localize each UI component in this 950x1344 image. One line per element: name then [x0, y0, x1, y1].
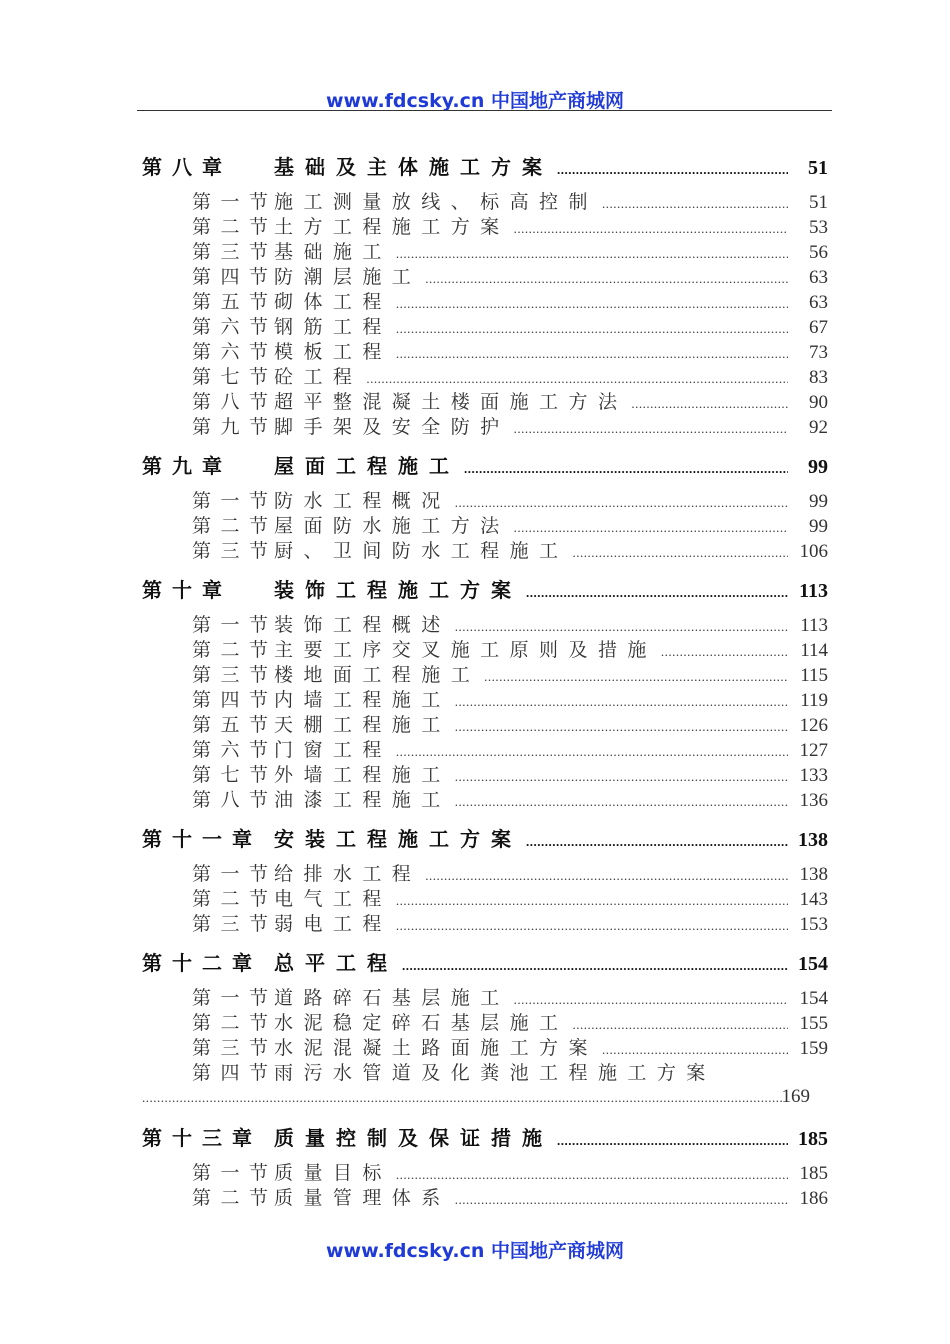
dot-leader	[557, 162, 788, 178]
dot-leader	[455, 719, 788, 735]
section-title: 水泥稳定碎石基层施工	[274, 1012, 569, 1034]
section-number: 第七节	[192, 366, 278, 388]
page-number: 185	[798, 1128, 828, 1150]
toc-section-entry[interactable]	[142, 785, 828, 810]
section-title: 施工测量放线、标高控制	[274, 191, 598, 213]
section-title: 防潮层施工	[274, 266, 422, 288]
toc-chapter-entry[interactable]	[142, 574, 828, 602]
page-footer-watermark: www.fdcsky.cn 中国地产商城网	[326, 1240, 624, 1262]
toc-section-entry[interactable]	[142, 387, 828, 412]
dot-leader	[402, 958, 788, 974]
toc-section-entry[interactable]	[142, 909, 828, 934]
toc-chapter-entry[interactable]	[142, 450, 828, 478]
toc-section-entry[interactable]	[142, 735, 828, 760]
section-title: 屋面防水施工方法	[274, 515, 510, 537]
page-number: 169	[781, 1086, 810, 1107]
page-number: 138	[798, 829, 828, 851]
section-title: 给排水工程	[274, 863, 422, 885]
toc-section-entry[interactable]	[142, 983, 828, 1008]
page-number: 155	[799, 1013, 828, 1034]
page-number: 90	[809, 392, 828, 413]
section-title: 模板工程	[274, 341, 392, 363]
page-number: 92	[809, 417, 828, 438]
chapter-number: 第十一章	[142, 827, 262, 851]
dot-leader	[661, 644, 788, 660]
section-number: 第六节	[192, 739, 278, 761]
page-number: 51	[809, 192, 828, 213]
toc-section-entry[interactable]	[142, 1183, 828, 1208]
page-number: 53	[809, 217, 828, 238]
dot-leader	[425, 271, 788, 287]
dot-leader	[557, 1133, 788, 1149]
section-number: 第一节	[192, 863, 278, 885]
toc-wrapped-leader-line	[142, 1086, 828, 1108]
section-title: 门窗工程	[274, 739, 392, 761]
dot-leader	[484, 669, 788, 685]
page-number: 73	[809, 342, 828, 363]
dot-leader	[514, 520, 788, 536]
chapter-title: 安装工程施工方案	[274, 827, 522, 851]
dot-leader	[396, 1167, 788, 1183]
toc-section-entry[interactable]	[142, 685, 828, 710]
dot-leader	[366, 371, 788, 387]
page-number: 153	[799, 914, 828, 935]
dot-leader	[514, 992, 788, 1008]
section-title: 水泥混凝土路面施工方案	[274, 1037, 598, 1059]
dot-leader	[455, 495, 788, 511]
page-number: 154	[798, 953, 828, 975]
toc-section-entry[interactable]	[142, 262, 828, 287]
dot-leader	[396, 321, 788, 337]
section-number: 第三节	[192, 540, 278, 562]
toc-section-entry[interactable]	[142, 362, 828, 387]
section-title: 弱电工程	[274, 913, 392, 935]
toc-chapter-entry[interactable]	[142, 151, 828, 179]
toc-section-entry[interactable]	[142, 337, 828, 362]
toc-section-entry[interactable]	[142, 511, 828, 536]
dot-leader	[514, 221, 788, 237]
dot-leader	[455, 1192, 788, 1208]
page-header-watermark: www.fdcsky.cn 中国地产商城网	[326, 90, 624, 112]
section-title: 天棚工程施工	[274, 714, 451, 736]
section-number: 第四节	[192, 1062, 278, 1084]
chapter-title: 装饰工程施工方案	[274, 578, 522, 602]
page-number: 133	[799, 765, 828, 786]
section-number: 第三节	[192, 241, 278, 263]
section-number: 第三节	[192, 664, 278, 686]
dot-leader	[396, 918, 788, 934]
section-title: 道路碎石基层施工	[274, 987, 510, 1009]
page-number: 186	[799, 1188, 828, 1209]
section-title: 主要工序交叉施工原则及措施	[274, 639, 657, 661]
section-title: 钢筋工程	[274, 316, 392, 338]
page-number: 113	[800, 615, 828, 636]
dot-leader	[396, 744, 788, 760]
toc-section-entry[interactable]	[142, 1033, 828, 1058]
toc-section-entry[interactable]	[142, 287, 828, 312]
page-number: 127	[799, 740, 828, 761]
dot-leader	[602, 196, 788, 212]
page-number: 113	[799, 580, 828, 602]
toc-section-entry[interactable]	[142, 312, 828, 337]
page-number: 51	[808, 157, 828, 179]
toc-section-entry[interactable]	[142, 237, 828, 262]
chapter-title: 总平工程	[274, 951, 398, 975]
section-number: 第五节	[192, 714, 278, 736]
section-number: 第一节	[192, 1162, 278, 1184]
toc-section-entry[interactable]	[142, 1008, 828, 1033]
page-number: 99	[809, 516, 828, 537]
dot-leader	[464, 461, 788, 477]
section-number: 第四节	[192, 266, 278, 288]
toc-section-entry[interactable]	[142, 859, 828, 884]
toc-section-entry[interactable]	[142, 760, 828, 785]
page-number: 136	[799, 790, 828, 811]
section-number: 第一节	[192, 191, 278, 213]
dot-leader	[142, 1090, 782, 1106]
toc-section-entry[interactable]	[142, 884, 828, 909]
chapter-number: 第十二章	[142, 951, 262, 975]
toc-section-entry[interactable]	[142, 187, 828, 212]
section-number: 第一节	[192, 987, 278, 1009]
section-number: 第八节	[192, 391, 278, 413]
dot-leader	[425, 868, 788, 884]
page-number: 63	[809, 267, 828, 288]
toc-section-entry[interactable]	[142, 710, 828, 735]
section-title: 脚手架及安全防护	[274, 416, 510, 438]
dot-leader	[526, 585, 788, 601]
page-number: 67	[809, 317, 828, 338]
section-number: 第一节	[192, 490, 278, 512]
page-number: 63	[809, 292, 828, 313]
page-number: 119	[800, 690, 828, 711]
section-title: 土方工程施工方案	[274, 216, 510, 238]
page-number: 115	[800, 665, 828, 686]
section-number: 第二节	[192, 639, 278, 661]
section-title: 楼地面工程施工	[274, 664, 481, 686]
chapter-number: 第九章	[142, 454, 232, 478]
toc-chapter-entry[interactable]	[142, 823, 828, 851]
section-title: 油漆工程施工	[274, 789, 451, 811]
section-title: 超平整混凝土楼面施工方法	[274, 391, 628, 413]
page-number: 99	[809, 491, 828, 512]
dot-leader	[573, 545, 788, 561]
section-title: 内墙工程施工	[274, 689, 451, 711]
page-number: 99	[808, 456, 828, 478]
toc-section-entry[interactable]	[142, 486, 828, 511]
chapter-title: 质量控制及保证措施	[274, 1126, 553, 1150]
section-number: 第二节	[192, 515, 278, 537]
section-title: 砌体工程	[274, 291, 392, 313]
toc-section-entry[interactable]	[142, 536, 828, 561]
dot-leader	[602, 1042, 788, 1058]
page-number: 138	[799, 864, 828, 885]
dot-leader	[455, 619, 788, 635]
dot-leader	[455, 794, 788, 810]
toc-section-entry[interactable]	[142, 660, 828, 685]
chapter-title: 屋面工程施工	[274, 454, 460, 478]
toc-section-entry[interactable]	[142, 1058, 828, 1083]
section-number: 第八节	[192, 789, 278, 811]
toc-section-entry[interactable]	[142, 412, 828, 437]
dot-leader	[526, 834, 788, 850]
toc-chapter-entry[interactable]	[142, 947, 828, 975]
dot-leader	[573, 1017, 788, 1033]
dot-leader	[514, 421, 788, 437]
page-number: 154	[799, 988, 828, 1009]
toc-section-entry[interactable]	[142, 610, 828, 635]
section-title: 基础施工	[274, 241, 392, 263]
dot-leader	[631, 396, 788, 412]
toc-section-entry[interactable]	[142, 635, 828, 660]
dot-leader	[396, 893, 788, 909]
page-number: 83	[809, 367, 828, 388]
section-number: 第二节	[192, 1187, 278, 1209]
page-number: 185	[799, 1163, 828, 1184]
chapter-number: 第八章	[142, 155, 232, 179]
section-number: 第二节	[192, 888, 278, 910]
dot-leader	[455, 769, 788, 785]
section-number: 第一节	[192, 614, 278, 636]
section-number: 第二节	[192, 1012, 278, 1034]
chapter-number: 第十三章	[142, 1126, 262, 1150]
page-number: 143	[799, 889, 828, 910]
section-title: 防水工程概况	[274, 490, 451, 512]
section-title: 雨污水管道及化粪池工程施工方案	[274, 1062, 716, 1084]
toc-chapter-entry[interactable]	[142, 1122, 828, 1150]
section-number: 第二节	[192, 216, 278, 238]
section-number: 第六节	[192, 316, 278, 338]
section-number: 第七节	[192, 764, 278, 786]
section-title: 质量管理体系	[274, 1187, 451, 1209]
toc-section-entry[interactable]	[142, 1158, 828, 1183]
chapter-title: 基础及主体施工方案	[274, 155, 553, 179]
dot-leader	[396, 296, 788, 312]
section-title: 质量目标	[274, 1162, 392, 1184]
dot-leader	[396, 246, 788, 262]
section-number: 第三节	[192, 913, 278, 935]
page-number: 126	[799, 715, 828, 736]
toc-section-entry[interactable]	[142, 212, 828, 237]
section-title: 电气工程	[274, 888, 392, 910]
page-number: 114	[800, 640, 828, 661]
section-number: 第九节	[192, 416, 278, 438]
dot-leader	[455, 694, 788, 710]
section-number: 第六节	[192, 341, 278, 363]
section-title: 厨、卫间防水工程施工	[274, 540, 569, 562]
section-number: 第三节	[192, 1037, 278, 1059]
section-number: 第五节	[192, 291, 278, 313]
page-number: 106	[799, 541, 828, 562]
chapter-number: 第十章	[142, 578, 232, 602]
section-title: 砼工程	[274, 366, 363, 388]
section-title: 外墙工程施工	[274, 764, 451, 786]
section-number: 第四节	[192, 689, 278, 711]
dot-leader	[396, 346, 788, 362]
page-number: 159	[799, 1038, 828, 1059]
section-title: 装饰工程概述	[274, 614, 451, 636]
page-number: 56	[809, 242, 828, 263]
